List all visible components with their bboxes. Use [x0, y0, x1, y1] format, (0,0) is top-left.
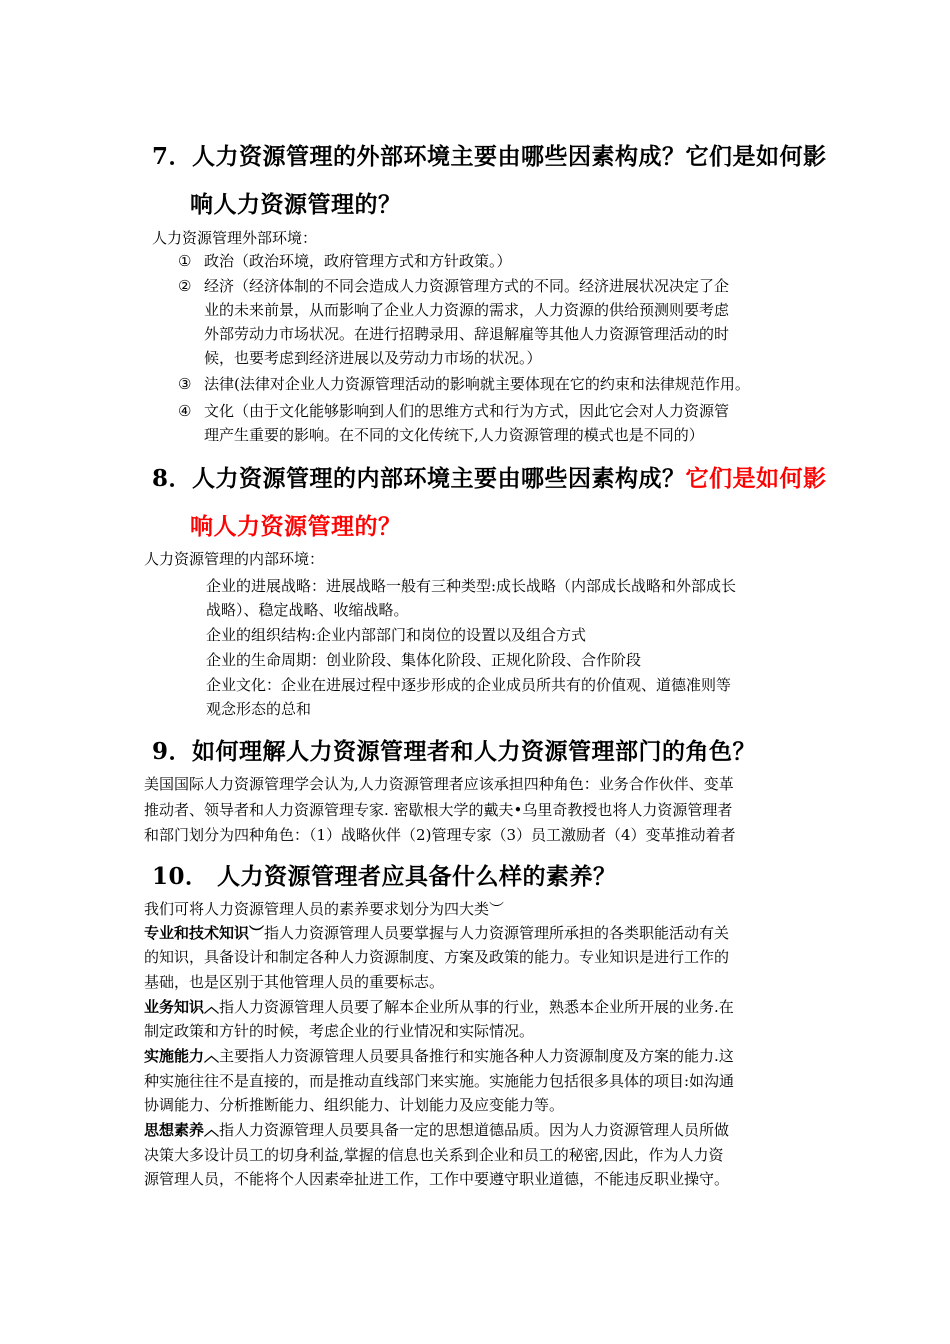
- q9-line: 美国国际人力资源管理学会认为,人力资源管理者应该承担四种角色：业务合作伙伴、变革: [144, 775, 734, 793]
- q8-line: 企业的组织结构:企业内部部门和岗位的设置以及组合方式: [206, 626, 587, 644]
- q8-heading-red: 它们是如何影: [685, 465, 827, 492]
- q10-section-1-cont: 的知识，具备设计和制定各种人力资源制度、方案及政策的能力。专业知识是进行工作的: [144, 948, 730, 966]
- q10-section-3-cont: 协调能力、分析推断能力、组织能力、计划能力及应变能力等。: [144, 1096, 565, 1114]
- q10-section-3: [144, 1046, 734, 1066]
- section-text: 指人力资源管理人员要了解本企业所从事的行业，熟悉本企业所开展的业务.在: [219, 998, 734, 1016]
- q7-heading-line2: 响人力资源管理的？: [190, 191, 402, 218]
- item-text: 法律(法律对企业人力资源管理活动的影响就主要体现在它的约束和法律规范作用。: [204, 375, 750, 393]
- section-term: 实施能力︿: [144, 1047, 220, 1065]
- q7-item-2-cont: 候，也要考虑到经济进展以及劳动力市场的状况。）: [204, 349, 542, 367]
- q8-line: 观念形态的总和: [206, 700, 312, 718]
- item-number: ②: [178, 277, 192, 295]
- q7-item-2-cont: 业的未来前景，从而影响了企业人力资源的需求，人力资源的供给预测则要考虑: [204, 301, 730, 319]
- q8-heading-line2: 响人力资源管理的？: [190, 513, 402, 540]
- q7-intro: 人力资源管理外部环境：: [152, 229, 318, 247]
- item-text: 经济（经济体制的不同会造成人力资源管理方式的不同。经济进展状况决定了企: [204, 277, 730, 295]
- section-text: 主要指人力资源管理人员要具备推行和实施各种人力资源制度及方案的能力.这: [219, 1047, 734, 1065]
- q7-item-2: [178, 276, 729, 296]
- q9-line: 和部门划分为四种角色：（1）战略伙伴（2)管理专家（3）员工激励者（4）变革推动着者: [144, 826, 736, 844]
- q9-line: 推动者、领导者和人力资源管理专家. 密歇根大学的戴夫•乌里奇教授也将人力资源管理者: [144, 801, 733, 819]
- q9-heading: 9．如何理解人力资源管理者和人力资源管理部门的角色？: [152, 738, 757, 765]
- q8-line: 企业的生命周期：创业阶段、集体化阶段、正规化阶段、合作阶段: [206, 651, 642, 669]
- section-text: 指人力资源管理人员要掌握与人力资源管理所承担的各类职能活动有关: [264, 924, 730, 942]
- item-number: ③: [178, 375, 192, 393]
- q7-item-4: [178, 401, 729, 421]
- q8-heading-black: 8．人力资源管理的内部环境主要由哪些因素构成？: [152, 465, 686, 492]
- q7-item-1: [178, 251, 512, 271]
- q10-intro: 我们可将人力资源管理人员的素养要求划分为四大类︶: [144, 900, 505, 918]
- q10-section-2: [144, 997, 734, 1017]
- q8-line: 战略）、稳定战略、收缩战略。: [206, 601, 409, 619]
- q8-heading-line1: [152, 460, 827, 493]
- q10-section-1-cont: 基础，也是区别于其他管理人员的重要标志。: [144, 973, 445, 991]
- item-text: 文化（由于文化能够影响到人们的思维方式和行为方式，因此它会对人力资源管: [204, 402, 730, 420]
- section-text: 指人力资源管理人员要具备一定的思想道德品质。因为人力资源管理人员所做: [219, 1121, 730, 1139]
- q7-item-2-cont: 外部劳动力市场状况。在进行招聘录用、辞退解雇等其他人力资源管理活动的时: [204, 325, 730, 343]
- q10-section-3-cont: 种实施往往不是直接的，而是推动直线部门来实施。实施能力包括很多具体的项目:如沟通: [144, 1072, 735, 1090]
- item-number: ①: [178, 252, 192, 270]
- q10-section-4: [144, 1120, 729, 1140]
- section-term: 专业和技术知识︶: [144, 924, 265, 942]
- q7-heading-line1: 7．人力资源管理的外部环境主要由哪些因素构成？它们是如何影: [152, 143, 827, 170]
- q10-section-4-cont: 决策大多设计员工的切身利益,掌握的信息也关系到企业和员工的秘密,因此，作为人力资: [144, 1146, 724, 1164]
- q10-section-4-cont: 源管理人员，不能将个人因素牵扯进工作，工作中要遵守职业道德，不能违反职业操守。: [144, 1170, 730, 1188]
- q8-intro: 人力资源管理的内部环境：: [144, 550, 325, 568]
- q8-line: 企业文化：企业在进展过程中逐步形成的企业成员所共有的价值观、道德准则等: [206, 676, 732, 694]
- q10-heading: 10． 人力资源管理者应具备什么样的素养？: [152, 863, 617, 890]
- q10-section-1: [144, 923, 729, 943]
- q7-item-3: [178, 374, 750, 394]
- q8-line: 企业的进展战略：进展战略一般有三种类型:成长战略（内部成长战略和外部成长: [206, 577, 737, 595]
- item-number: ④: [178, 402, 192, 420]
- q10-section-2-cont: 制定政策和方针的时候，考虑企业的行业情况和实际情况。: [144, 1022, 535, 1040]
- section-term: 业务知识︿: [144, 998, 220, 1016]
- q7-item-4-cont: 理产生重要的影响。在不同的文化传统下,人力资源管理的模式也是不同的）: [204, 426, 704, 444]
- section-term: 思想素养︿: [144, 1121, 220, 1139]
- item-text: 政治（政治环境，政府管理方式和方针政策。）: [204, 252, 512, 270]
